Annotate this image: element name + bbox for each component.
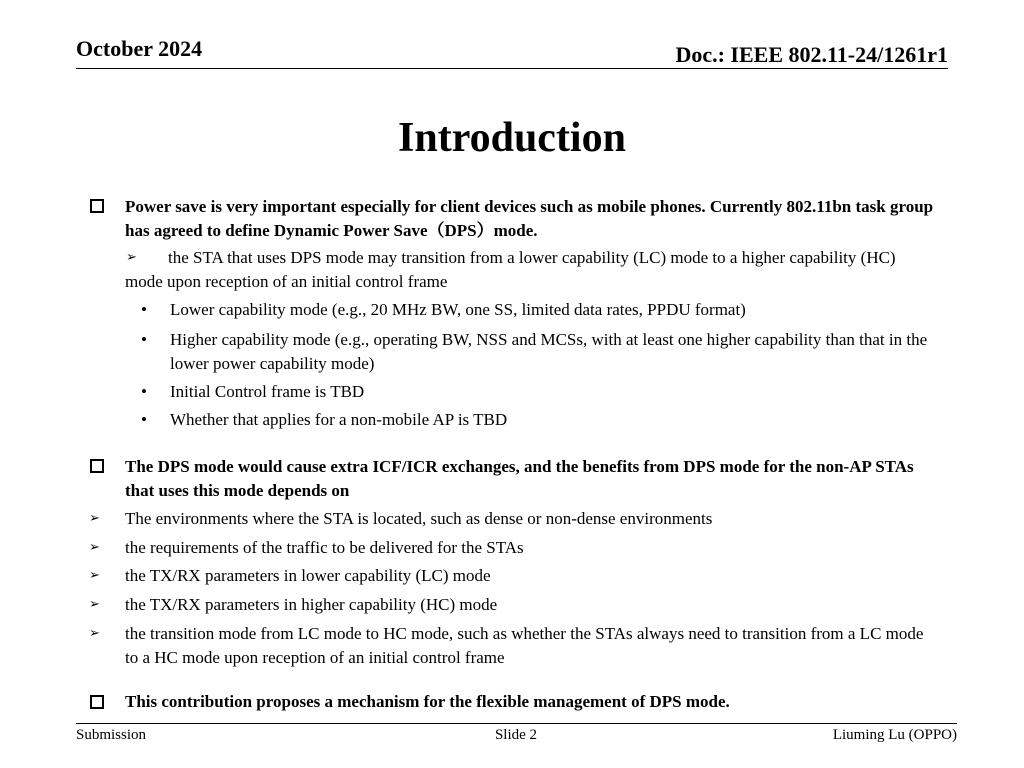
footer-slide-number: Slide 2	[494, 727, 538, 743]
arrow-bullet-icon: ➢	[89, 540, 100, 555]
section-2-item: the TX/RX parameters in higher capability (HC) mode	[125, 595, 498, 614]
section-1-bullet: Lower capability mode (e.g., 20 MHz BW, one SS, limited data rates, PPDU format)	[170, 300, 746, 319]
arrow-bullet-icon: ➢	[89, 511, 100, 526]
section-1-sub: the STA that uses DPS mode may transition from a lower capability (LC) mode to a higher capability (HC) mode upon reception of an initial control frame	[125, 248, 896, 291]
section-2-item: the requirements of the traffic to be delivered for the STAs	[125, 538, 524, 557]
section-1-text: Power save is very important especially for client devices such as mobile phones. Currently 802.11bn task group has agreed to define Dynamic Power Save（DPS）mode.	[125, 197, 934, 240]
arrow-bullet-icon: ➢	[89, 597, 100, 612]
arrow-bullet-icon: ➢	[89, 626, 100, 641]
section-1-bullet: Whether that applies for a non-mobile AP is TBD	[170, 410, 508, 429]
section-1-bullet: Higher capability mode (e.g., operating BW, NSS and MCSs, with at least one higher capability than that in the lower power capability mode)	[170, 330, 928, 373]
section-2-text: The DPS mode would cause extra ICF/ICR exchanges, and the benefits from DPS mode for the non-AP STAs that uses this mode depends on	[125, 457, 914, 500]
footer-divider	[76, 723, 957, 724]
dot-bullet-icon: •	[141, 410, 147, 429]
header-date: October 2024	[76, 36, 203, 61]
header-divider	[76, 68, 948, 69]
header-doc-id: Doc.: IEEE 802.11-24/1261r1	[675, 42, 948, 67]
dot-bullet-icon: •	[141, 300, 147, 319]
arrow-bullet-icon: ➢	[89, 568, 100, 583]
section-2-item: the TX/RX parameters in lower capability (LC) mode	[125, 566, 491, 585]
slide-title: Introduction	[398, 115, 626, 161]
footer-author: Liuming Lu (OPPO)	[832, 727, 957, 743]
section-2-item: The environments where the STA is located, such as dense or non-dense environments	[125, 509, 713, 528]
section-3-text: This contribution proposes a mechanism for the flexible management of DPS mode.	[125, 692, 730, 711]
section-2-item: the transition mode from LC mode to HC mode, such as whether the STAs always need to transition from a LC mode to a HC mode upon reception of an initial control frame	[125, 624, 924, 667]
square-bullet-icon	[90, 199, 104, 213]
dot-bullet-icon: •	[141, 382, 147, 401]
section-1-bullet: Initial Control frame is TBD	[170, 382, 365, 401]
dot-bullet-icon: •	[141, 330, 147, 349]
square-bullet-icon	[90, 459, 104, 473]
arrow-bullet-icon: ➢	[126, 250, 137, 265]
square-bullet-icon	[90, 695, 104, 709]
footer-submission: Submission	[76, 727, 147, 743]
